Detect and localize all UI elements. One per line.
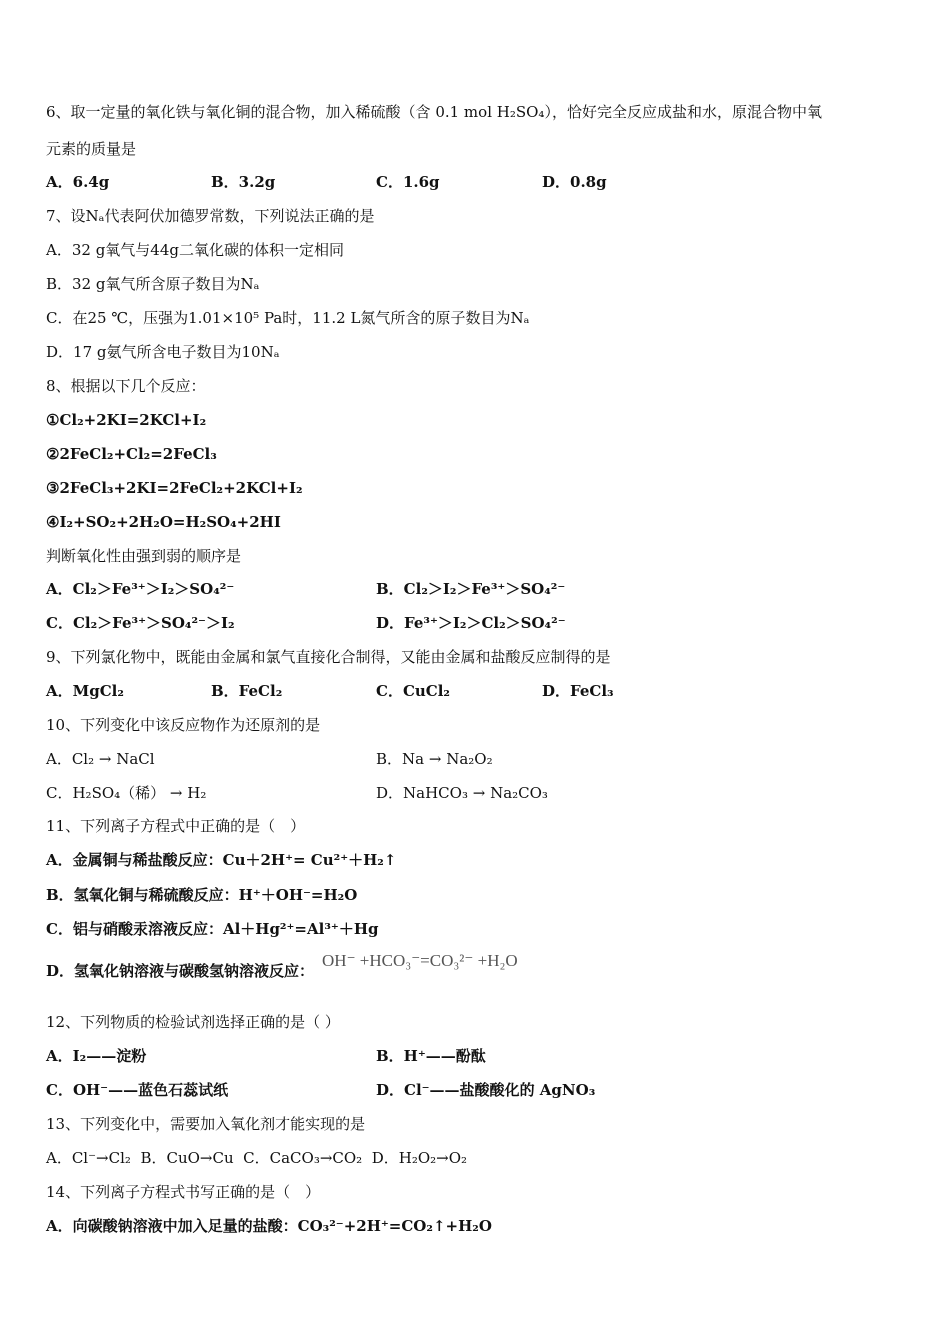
question-14-option-a: A．向碳酸钠溶液中加入足量的盐酸：CO₃²⁻+2H⁺=CO₂↑+H₂O <box>46 1217 492 1235</box>
question-12-option-a: A．I₂——淀粉 <box>46 1047 147 1065</box>
question-6-stem: 6、取一定量的氧化铁与氧化铜的混合物，加入稀硫酸（含 0.1 mol H₂SO₄），恰好完全反应成盐和水，原混合物中氧 <box>46 103 822 121</box>
question-6-option-a: A．6.4g <box>46 173 110 191</box>
question-9-stem: 9、下列氯化物中，既能由金属和氯气直接化合制得，又能由金属和盐酸反应制得的是 <box>46 648 611 666</box>
question-9-option-d: D．FeCl₃ <box>542 682 614 700</box>
question-13-option-a: A．Cl⁻→Cl₂ <box>46 1149 131 1167</box>
question-6-stem-cont: 元素的质量是 <box>46 140 137 158</box>
question-13-option-b: B．CuO→Cu <box>140 1149 234 1167</box>
question-9-option-b: B．FeCl₂ <box>211 682 283 700</box>
question-7-option-a: A．32 g氧气与44g二氧化碳的体积一定相同 <box>46 241 344 259</box>
question-13-option-c: C．CaCO₃→CO₂ <box>243 1149 363 1167</box>
question-13-option-d: D．H₂O₂→O₂ <box>371 1149 468 1167</box>
question-10-option-b: B．Na → Na₂O₂ <box>376 750 493 768</box>
question-9-option-a: A．MgCl₂ <box>46 682 124 700</box>
question-11-option-a: A．金属铜与稀盐酸反应：Cu＋2H⁺= Cu²⁺＋H₂↑ <box>46 851 397 869</box>
question-11-option-c: C．铝与硝酸汞溶液反应：Al＋Hg²⁺=Al³⁺＋Hg <box>46 920 379 938</box>
question-8-reaction-4: ④I₂+SO₂+2H₂O=H₂SO₄+2HI <box>46 513 281 531</box>
question-7-option-b: B．32 g氧气所含原子数目为Nₐ <box>46 275 260 293</box>
question-12-option-b: B．H⁺——酚酞 <box>376 1047 486 1065</box>
question-11-option-d-text: D．氢氧化钠溶液与碳酸氢钠溶液反应： <box>46 962 315 980</box>
question-11-option-b: B．氢氧化铜与稀硫酸反应：H⁺＋OH⁻=H₂O <box>46 886 358 904</box>
question-8-option-a: A．Cl₂＞Fe³⁺＞I₂＞SO₄²⁻ <box>46 580 235 598</box>
question-8-reaction-1: ①Cl₂+2KI=2KCl+I₂ <box>46 411 207 429</box>
question-6-option-d: D．0.8g <box>542 173 607 191</box>
question-7-option-c: C．在25 ℃，压强为1.01×10⁵ Pa时，11.2 L氮气所含的原子数目为Nₐ <box>46 309 530 327</box>
question-8-stem: 8、根据以下几个反应： <box>46 377 206 395</box>
question-12-option-d: D．Cl⁻——盐酸酸化的 AgNO₃ <box>376 1081 596 1099</box>
question-9-option-c: C．CuCl₂ <box>376 682 450 700</box>
question-10-option-c: C．H₂SO₄（稀） → H₂ <box>46 784 207 802</box>
question-12-option-c: C．OH⁻——蓝色石蕊试纸 <box>46 1081 229 1099</box>
question-14-stem: 14、下列离子方程式书写正确的是（ ） <box>46 1183 321 1201</box>
question-11-stem: 11、下列离子方程式中正确的是（ ） <box>46 817 306 835</box>
question-13-options <box>46 1148 467 1168</box>
question-10-option-a: A．Cl₂ → NaCl <box>46 750 155 768</box>
question-8-option-c: C．Cl₂＞Fe³⁺＞SO₄²⁻＞I₂ <box>46 614 235 632</box>
question-6-option-b: B．3.2g <box>211 173 276 191</box>
question-6-option-c: C．1.6g <box>376 173 440 191</box>
question-13-stem: 13、下列变化中，需要加入氧化剂才能实现的是 <box>46 1115 366 1133</box>
question-8-option-b: B．Cl₂＞I₂＞Fe³⁺＞SO₄²⁻ <box>376 580 566 598</box>
question-10-option-d: D．NaHCO₃ → Na₂CO₃ <box>376 784 548 802</box>
question-7-option-d: D．17 g氨气所含电子数目为10Nₐ <box>46 343 280 361</box>
question-8-question: 判断氧化性由强到弱的顺序是 <box>46 547 242 565</box>
question-11-option-d <box>46 951 518 981</box>
question-8-reaction-3: ③2FeCl₃+2KI=2FeCl₂+2KCl+I₂ <box>46 479 303 497</box>
question-10-stem: 10、下列变化中该反应物作为还原剂的是 <box>46 716 321 734</box>
question-7-stem: 7、设Nₐ代表阿伏加德罗常数，下列说法正确的是 <box>46 207 375 225</box>
question-8-option-d: D．Fe³⁺＞I₂＞Cl₂＞SO₄²⁻ <box>376 614 566 632</box>
question-8-reaction-2: ②2FeCl₂+Cl₂=2FeCl₃ <box>46 445 217 463</box>
question-11-option-d-equation: OH⁻ +HCO₃⁻=CO₃²⁻ +H₂O <box>322 951 518 970</box>
question-12-stem: 12、下列物质的检验试剂选择正确的是（ ） <box>46 1013 340 1031</box>
